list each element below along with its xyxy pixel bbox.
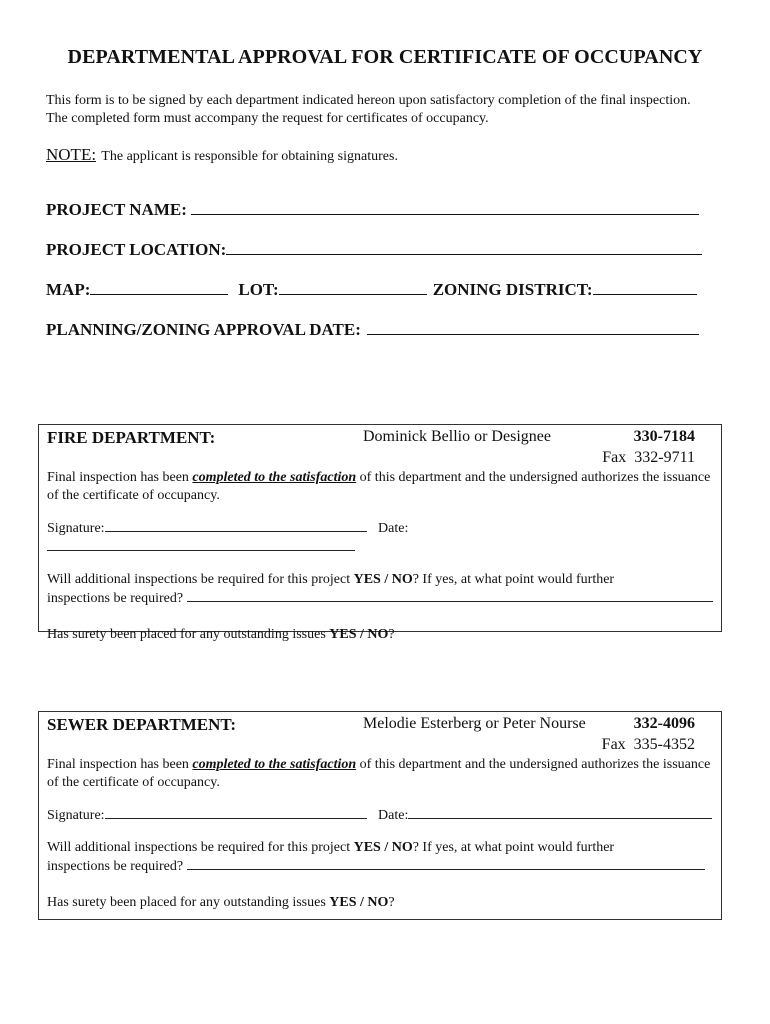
department-fax <box>602 736 695 754</box>
surety-question-end: ? <box>388 627 395 642</box>
yes-no-choice[interactable]: YES / NO <box>353 572 413 587</box>
fax-label: Fax <box>601 736 626 753</box>
further-inspections-field[interactable] <box>187 857 705 870</box>
statement-text-end: of this department and the undersigned authorizes the issuance of the certificate of occupancy. <box>47 757 711 790</box>
additional-inspections-row <box>47 571 713 608</box>
additional-question: Will additional inspections be required for this project <box>47 572 351 587</box>
note-text: The applicant is responsible for obtaining signatures. <box>101 149 398 164</box>
date-label: Date: <box>378 521 409 536</box>
fax-label: Fax <box>602 449 627 466</box>
sewer-department-section <box>38 711 722 920</box>
note-label: NOTE: <box>46 145 97 164</box>
note <box>46 145 398 165</box>
project-location-row <box>46 240 702 260</box>
surety-question-end: ? <box>388 895 395 910</box>
further-inspections-field[interactable] <box>187 589 713 602</box>
department-name: FIRE DEPARTMENT: <box>47 428 216 447</box>
project-name-label: PROJECT NAME: <box>46 200 187 219</box>
surety-question: Has surety been placed for any outstanding issues <box>47 627 326 642</box>
statement-text: Final inspection has been <box>47 757 189 772</box>
final-inspection-statement <box>47 469 713 505</box>
department-fax <box>602 449 695 467</box>
additional-question-end: ? If yes, at what point would further <box>412 572 615 587</box>
planning-date-label: PLANNING/ZONING APPROVAL DATE: <box>46 320 361 339</box>
statement-emphasis: completed to the satisfaction <box>192 470 357 485</box>
zoning-district-field[interactable] <box>593 280 697 295</box>
department-phone: 330-7184 <box>633 428 695 445</box>
date-field[interactable] <box>408 806 712 819</box>
fax-number: 335-4352 <box>633 736 695 753</box>
additional-inspections-row <box>47 839 713 876</box>
project-location-field[interactable] <box>226 240 702 255</box>
signature-label: Signature: <box>47 808 105 823</box>
surety-yes-no-choice[interactable]: YES / NO <box>329 895 389 910</box>
statement-text: Final inspection has been <box>47 470 189 485</box>
surety-question: Has surety been placed for any outstanding issues <box>47 895 326 910</box>
form-instructions: This form is to be signed by each department indicated hereon upon satisfactory completion of the final inspection. The completed form must accompany the request for certificates of occupancy. <box>46 93 691 126</box>
surety-yes-no-choice[interactable]: YES / NO <box>329 627 389 642</box>
signature-row <box>47 806 713 825</box>
date-label: Date: <box>378 808 409 823</box>
lot-label: LOT: <box>238 280 279 299</box>
statement-emphasis: completed to the satisfaction <box>192 757 357 772</box>
date-field[interactable] <box>47 538 355 551</box>
map-lot-zoning-row <box>46 280 697 300</box>
department-contact: Dominick Bellio or Designee <box>363 428 551 445</box>
additional-question-line2: inspections be required? <box>47 591 184 606</box>
department-name: SEWER DEPARTMENT: <box>47 715 237 734</box>
surety-row <box>47 894 713 912</box>
zoning-district-label: ZONING DISTRICT: <box>432 280 593 299</box>
project-name-field[interactable] <box>191 200 699 215</box>
signature-field[interactable] <box>105 519 367 532</box>
additional-question-line2: inspections be required? <box>47 859 184 874</box>
planning-date-row <box>46 320 699 340</box>
signature-label: Signature: <box>47 521 105 536</box>
final-inspection-statement <box>47 756 713 792</box>
project-name-row <box>46 200 699 220</box>
project-location-label: PROJECT LOCATION: <box>46 240 227 259</box>
fire-department-section <box>38 424 722 642</box>
map-field[interactable] <box>90 280 228 295</box>
department-contact: Melodie Esterberg or Peter Nourse <box>363 715 586 732</box>
additional-question: Will additional inspections be required for this project <box>47 840 351 855</box>
statement-text-end: of this department and the undersigned authorizes the issuance of the certificate of occupancy. <box>47 470 711 503</box>
signature-row <box>47 519 713 557</box>
signature-field[interactable] <box>105 806 367 819</box>
map-label: MAP: <box>46 280 91 299</box>
planning-date-field[interactable] <box>367 320 699 335</box>
lot-field[interactable] <box>279 280 427 295</box>
additional-question-end: ? If yes, at what point would further <box>412 840 615 855</box>
fax-number: 332-9711 <box>634 449 695 466</box>
form-title: DEPARTMENTAL APPROVAL FOR CERTIFICATE OF OCCUPANCY <box>67 46 703 68</box>
yes-no-choice[interactable]: YES / NO <box>353 840 413 855</box>
department-phone: 332-4096 <box>633 715 695 732</box>
surety-row <box>47 626 713 644</box>
